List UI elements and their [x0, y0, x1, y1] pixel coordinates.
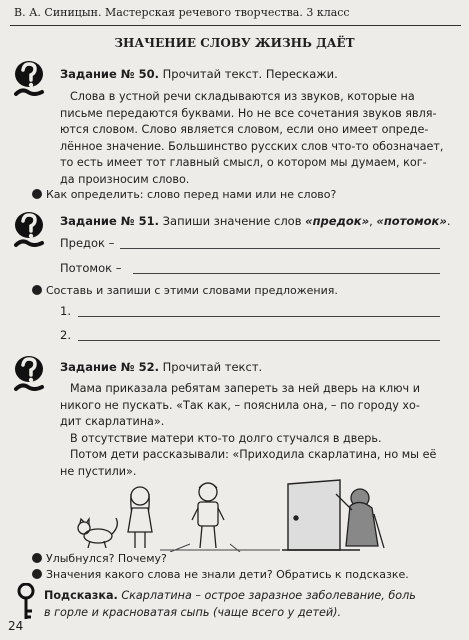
text-line: Мама приказала ребятам запереть за ней дверь на ключ и — [70, 382, 420, 395]
text-line: дит скарлатина». — [60, 415, 165, 429]
task-50-heading — [60, 67, 338, 81]
floor-lines — [160, 544, 280, 552]
bullet-icon — [32, 189, 42, 199]
bullet-icon — [32, 569, 42, 579]
bullet-icon — [32, 285, 42, 295]
sentence-number-2: 2. — [60, 328, 71, 342]
task-51-heading — [60, 214, 451, 228]
question-text: Значения какого слова не знали дети? Обратись к подсказке. — [46, 568, 409, 581]
hint-line-2 — [44, 605, 444, 622]
task-52-heading — [60, 360, 262, 374]
task-50-text — [60, 89, 450, 189]
question-text: Составь и запиши с этими словами предложения. — [46, 284, 338, 297]
scarlatina-figure-drawing — [336, 489, 384, 548]
cat-drawing — [78, 518, 117, 548]
predok-answer-line[interactable] — [120, 236, 440, 249]
hint-label: Подсказка. — [44, 589, 118, 602]
sentence-number-1: 1. — [60, 304, 71, 318]
text-line: В отсутствие матери кто-то долго стучался в дверь. — [70, 431, 382, 445]
predok-label: Предок – — [60, 236, 115, 250]
bullet-icon — [32, 553, 42, 563]
task-51-instruction: Запиши значение слов — [162, 214, 302, 228]
task-52-question-2 — [32, 568, 409, 581]
potomok-label: Потомок – — [60, 261, 122, 275]
key-icon — [16, 583, 36, 621]
sentence-1-answer-line[interactable] — [78, 304, 440, 317]
text-line: лённое значение. Большинство русских слов что-то обозначает, — [60, 139, 444, 153]
task-50-question — [32, 188, 336, 201]
question-mark-icon — [14, 355, 46, 395]
text-line: то есть имеет тот главный смысл, о котором мы думаем, ког- — [60, 156, 427, 170]
page-title: ЗНАЧЕНИЕ СЛОВУ ЖИЗНЬ ДАЁТ — [114, 36, 355, 50]
word-predok: «предок» — [305, 214, 370, 228]
hint-text: в горле и красноватая сыпь (чаще всего у детей). — [44, 605, 342, 619]
hint-block — [44, 588, 444, 621]
question-text: Улыбнулся? Почему? — [46, 552, 167, 565]
boy-drawing — [192, 483, 224, 548]
illustration-children-and-illness — [60, 478, 450, 552]
period: . — [446, 214, 451, 228]
task-51-question — [32, 284, 338, 297]
question-mark-icon — [14, 211, 46, 251]
sentence-2-answer-line[interactable] — [78, 328, 440, 341]
word-potomok: «потомок» — [376, 214, 447, 228]
text-line: ются словом. Слово является словом, если оно имеет опреде- — [60, 123, 429, 137]
question-mark-icon — [14, 60, 46, 100]
text-line: да произносим слово. — [60, 172, 190, 186]
task-50-instruction: Прочитай текст. Перескажи. — [162, 67, 338, 81]
question-text: Как определить: слово перед нами или не слово? — [46, 188, 337, 201]
potomok-answer-line[interactable] — [133, 261, 440, 274]
running-header: В. А. Синицын. Мастерская речевого творчества. 3 класс — [14, 6, 350, 19]
task-52-question-1 — [32, 552, 167, 565]
page-number: 24 — [8, 619, 24, 633]
hint-line-1 — [44, 588, 444, 605]
task-52-label: Задание № 52. — [60, 360, 159, 374]
task-52-instruction: Прочитай текст. — [162, 360, 263, 374]
separator: , — [369, 214, 377, 228]
text-line: Потом дети рассказывали: «Приходила скарлатина, но мы её — [70, 448, 437, 462]
task-52-text — [60, 381, 450, 481]
hint-text: Скарлатина – острое заразное заболевание, боль — [121, 589, 416, 602]
header-rule — [10, 25, 461, 26]
task-50-label: Задание № 50. — [60, 67, 159, 81]
girl-drawing — [128, 487, 152, 548]
text-line: письме передаются буквами. Но не все сочетания звуков явля- — [60, 106, 437, 120]
text-line: не пустили». — [60, 464, 137, 478]
text-line: никого не пускать. «Так как, – пояснила она, – по городу хо- — [60, 398, 420, 412]
task-51-label: Задание № 51. — [60, 214, 159, 228]
text-line: Слова в устной речи складываются из звуков, которые на — [70, 90, 415, 103]
